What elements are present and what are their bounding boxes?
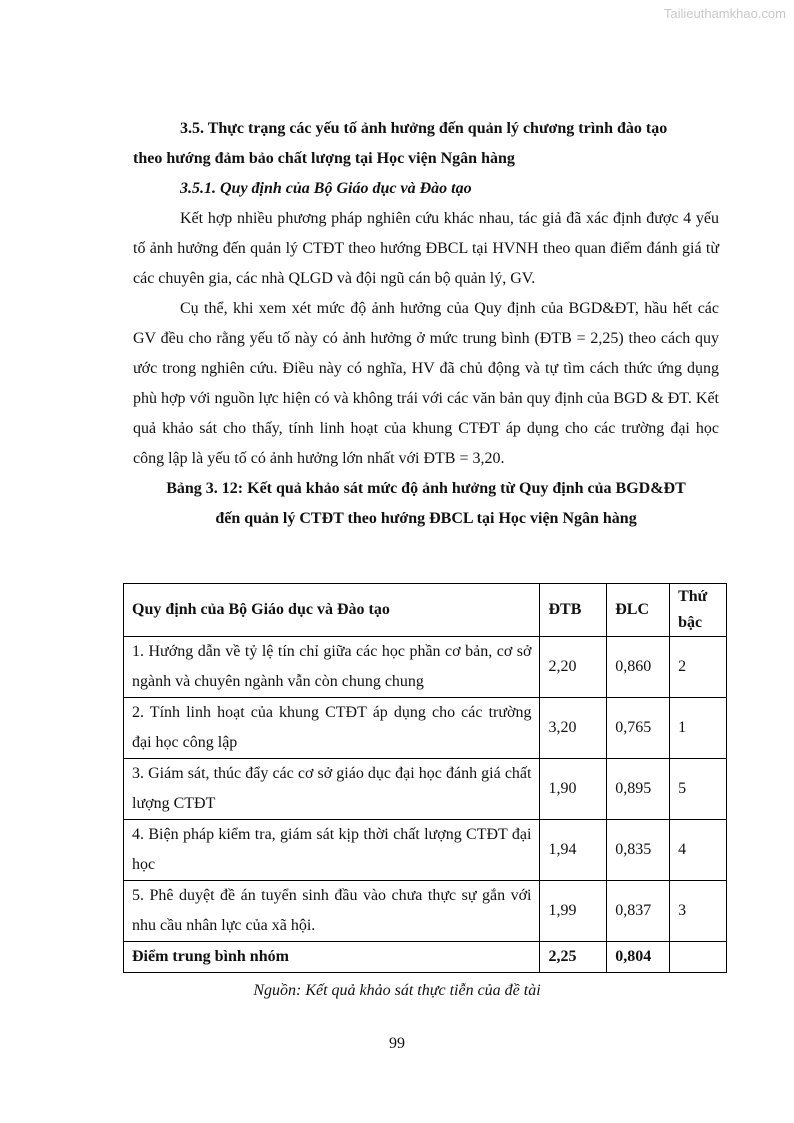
row-description: 5. Phê duyệt đề án tuyển sinh đầu vào chưa thực sự gắn với nhu cầu nhân lực của xã hội.: [124, 881, 540, 942]
page-number: 99: [389, 1035, 405, 1052]
total-rank: [670, 942, 727, 973]
total-dlc: 0,804: [607, 942, 670, 973]
table-caption-line1: Bảng 3. 12: Kết quả khảo sát mức độ ảnh hưởng từ Quy định của BGD&ĐT: [166, 480, 686, 497]
row-dtb: 2,20: [540, 637, 607, 698]
row-dlc: 0,860: [607, 637, 670, 698]
paragraph-2: Cụ thể, khi xem xét mức độ ảnh hưởng của Quy định của BGD&ĐT, hầu hết các GV đều cho rằng yếu tố này có ảnh hưởng ở mức trung bình (ĐTB = 2,25) theo cách quy ước trong nghiên cứu. Điều này có nghĩa, HV đã chủ động và tự tìm cách thức ứng dụng phù hợp với nguồn lực hiện có và không trái với các văn bản quy định của BGD & ĐT. Kết quả khảo sát cho thấy, tính linh hoạt của khung CTĐT áp dụng cho các trường đại học công lập là yếu tố có ảnh hưởng lớn nhất với ĐTB = 3,20.: [133, 300, 719, 467]
paragraph-1: Kết hợp nhiều phương pháp nghiên cứu khác nhau, tác giả đã xác định được 4 yếu tố ảnh hưởng đến quản lý CTĐT theo hướng ĐBCL tại HVNH theo quan điểm đánh giá từ các chuyên gia, các nhà QLGD và đội ngũ cán bộ quản lý, GV.: [133, 210, 719, 287]
row-description: 3. Giám sát, thúc đẩy các cơ sở giáo dục đại học đánh giá chất lượng CTĐT: [124, 759, 540, 820]
table-row: [124, 759, 727, 820]
section-heading-line1: 3.5. Thực trạng các yếu tố ảnh hưởng đến quản lý chương trình đào tạo: [180, 120, 668, 137]
row-description: 4. Biện pháp kiểm tra, giám sát kịp thời chất lượng CTĐT đại học: [124, 820, 540, 881]
row-dtb: 3,20: [540, 698, 607, 759]
row-dtb: 1,90: [540, 759, 607, 820]
table-caption-line2: đến quản lý CTĐT theo hướng ĐBCL tại Học viện Ngân hàng: [215, 510, 637, 527]
row-description: 2. Tính linh hoạt của khung CTĐT áp dụng cho các trường đại học công lập: [124, 698, 540, 759]
table-row: [124, 820, 727, 881]
row-dlc: 0,895: [607, 759, 670, 820]
table-caption: [133, 474, 719, 534]
row-dtb: 1,99: [540, 881, 607, 942]
total-label: Điểm trung bình nhóm: [124, 942, 540, 973]
row-dtb: 1,94: [540, 820, 607, 881]
row-rank: 4: [670, 820, 727, 881]
header-dlc: ĐLC: [607, 584, 670, 637]
survey-results-table: [123, 583, 727, 973]
row-dlc: 0,765: [607, 698, 670, 759]
row-dlc: 0,837: [607, 881, 670, 942]
section-heading: [133, 114, 719, 174]
header-dtb: ĐTB: [540, 584, 607, 637]
row-rank: 5: [670, 759, 727, 820]
watermark: Tailieuthamkhao.com: [663, 6, 786, 21]
row-rank: 1: [670, 698, 727, 759]
row-rank: 2: [670, 637, 727, 698]
source-note: Nguồn: Kết quả khảo sát thực tiễn của đề tài: [253, 982, 541, 999]
row-rank: 3: [670, 881, 727, 942]
table-row: [124, 698, 727, 759]
table-row: [124, 637, 727, 698]
document-body: [133, 114, 719, 534]
table-header-row: [124, 584, 727, 637]
subsection-heading: 3.5.1. Quy định của Bộ Giáo dục và Đào tạo: [180, 180, 472, 197]
table-total-row: [124, 942, 727, 973]
total-dtb: 2,25: [540, 942, 607, 973]
header-rank: Thứ bậc: [670, 584, 727, 637]
row-description: 1. Hướng dẫn về tỷ lệ tín chỉ giữa các học phần cơ bản, cơ sở ngành và chuyên ngành vẫn còn chung chung: [124, 637, 540, 698]
header-regulation: Quy định của Bộ Giáo dục và Đào tạo: [124, 584, 540, 637]
section-heading-line2: theo hướng đảm bảo chất lượng tại Học viện Ngân hàng: [133, 150, 515, 167]
row-dlc: 0,835: [607, 820, 670, 881]
table-row: [124, 881, 727, 942]
